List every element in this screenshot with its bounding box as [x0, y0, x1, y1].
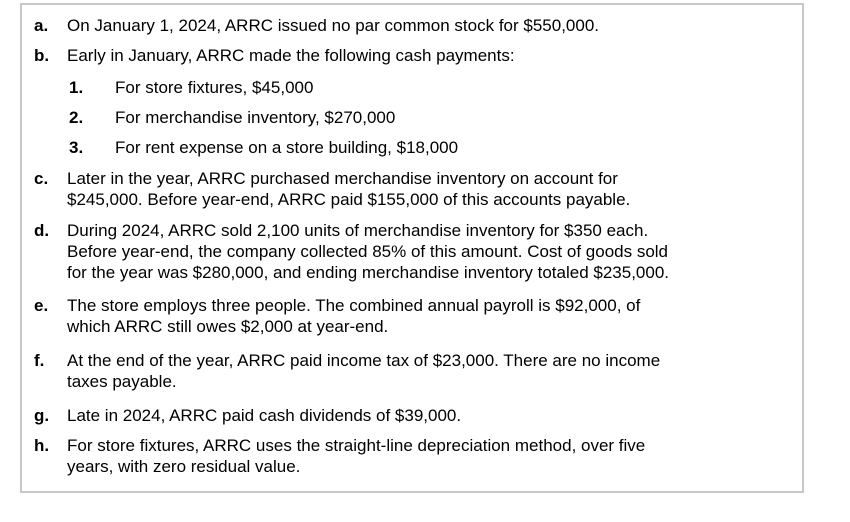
subitem-1-text: For store fixtures, $45,000: [115, 78, 314, 97]
item-f-letter: f.: [34, 351, 45, 370]
item-g-letter: g.: [34, 406, 50, 425]
item-f-line-1: At the end of the year, ARRC paid income tax of $23,000. There are no income: [67, 351, 661, 370]
item-d-line-3: for the year was $280,000, and ending merchandise inventory totaled $235,000.: [67, 263, 670, 282]
item-c-line-1: Later in the year, ARRC purchased merchandise inventory on account for: [67, 169, 618, 188]
item-b-letter: b.: [34, 46, 50, 65]
subitem-3-number: 3.: [69, 138, 84, 157]
item-e-letter: e.: [34, 296, 49, 315]
item-d-letter: d.: [34, 221, 50, 240]
subitem-2-number: 2.: [69, 108, 84, 127]
item-h-line-2: years, with zero residual value.: [67, 457, 301, 476]
item-d-line-2: Before year-end, the company collected 85% of this amount. Cost of goods sold: [67, 242, 669, 261]
item-a-letter: a.: [34, 16, 49, 35]
item-e-line-1: The store employs three people. The combined annual payroll is $92,000, of: [67, 296, 641, 315]
item-g-line-1: Late in 2024, ARRC paid cash dividends of $39,000.: [67, 406, 462, 425]
item-f-line-2: taxes payable.: [67, 372, 177, 391]
item-h-line-1: For store fixtures, ARRC uses the straight-line depreciation method, over five: [67, 436, 646, 455]
item-d-line-1: During 2024, ARRC sold 2,100 units of merchandise inventory for $350 each.: [67, 221, 649, 240]
item-e-line-2: which ARRC still owes $2,000 at year-end.: [67, 317, 389, 336]
item-h-letter: h.: [34, 436, 50, 455]
item-a-line-1: On January 1, 2024, ARRC issued no par common stock for $550,000.: [67, 16, 600, 35]
problem-data-box: [20, 3, 804, 493]
subitem-1-number: 1.: [69, 78, 84, 97]
subitem-2-text: For merchandise inventory, $270,000: [115, 108, 396, 127]
item-c-line-2: $245,000. Before year-end, ARRC paid $155,000 of this accounts payable.: [67, 190, 631, 209]
item-b-line-1: Early in January, ARRC made the following cash payments:: [67, 46, 515, 65]
subitem-3-text: For rent expense on a store building, $18,000: [115, 138, 459, 157]
item-c-letter: c.: [34, 169, 49, 188]
